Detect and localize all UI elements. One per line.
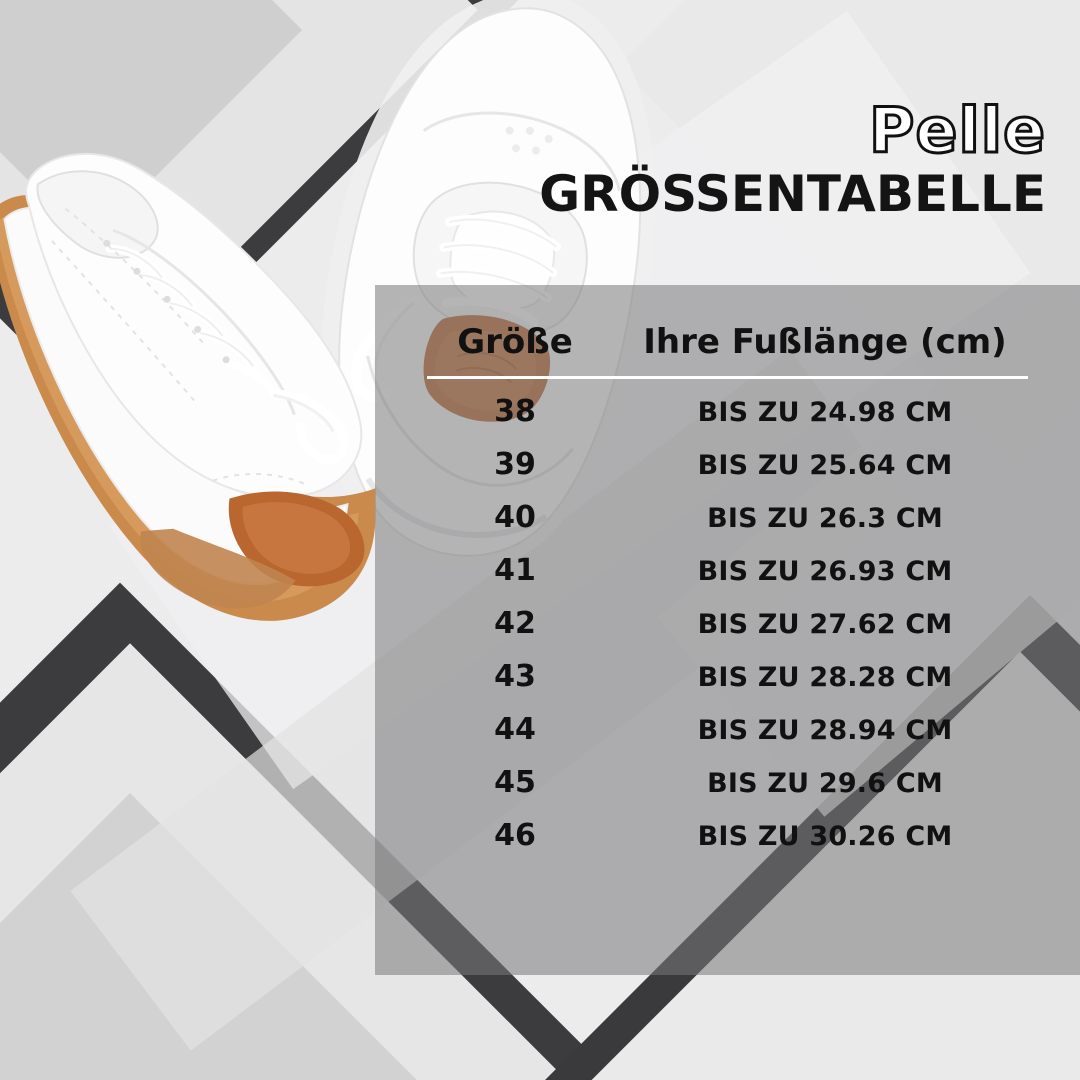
cell-size: 38	[494, 394, 536, 429]
cell-foot-length: BIS ZU 29.6 CM	[707, 768, 943, 799]
table-row	[415, 544, 1040, 597]
cell-size: 42	[494, 606, 536, 641]
cell-size: 43	[494, 659, 536, 694]
table-row	[415, 703, 1040, 756]
table-row	[415, 385, 1040, 438]
table-row	[415, 756, 1040, 809]
cell-foot-length: BIS ZU 25.64 CM	[697, 450, 953, 481]
cell-foot-length: BIS ZU 26.93 CM	[697, 556, 953, 587]
table-row	[415, 650, 1040, 703]
cell-size: 45	[494, 765, 536, 800]
size-table	[375, 300, 1080, 862]
brand-name: Pelle	[868, 94, 1046, 167]
cell-foot-length: BIS ZU 30.26 CM	[697, 821, 953, 852]
cell-size: 46	[494, 818, 536, 853]
column-header-size: Größe	[457, 322, 573, 362]
table-row	[415, 809, 1040, 862]
header-divider	[427, 376, 1028, 379]
cell-size: 44	[494, 712, 536, 747]
cell-foot-length: BIS ZU 27.62 CM	[697, 609, 953, 640]
cell-size: 40	[494, 500, 536, 535]
table-row	[415, 597, 1040, 650]
table-row	[415, 491, 1040, 544]
cell-foot-length: BIS ZU 24.98 CM	[697, 397, 953, 428]
cell-foot-length: BIS ZU 28.28 CM	[697, 662, 953, 693]
page-title: GRÖSSENTABELLE	[539, 165, 1046, 223]
cell-size: 39	[494, 447, 536, 482]
table-header-row	[415, 300, 1040, 372]
title-block	[406, 94, 1046, 223]
cell-size: 41	[494, 553, 536, 588]
column-header-foot-length: Ihre Fußlänge (cm)	[643, 322, 1007, 362]
cell-foot-length: BIS ZU 26.3 CM	[707, 503, 943, 534]
cell-foot-length: BIS ZU 28.94 CM	[697, 715, 953, 746]
table-row	[415, 438, 1040, 491]
